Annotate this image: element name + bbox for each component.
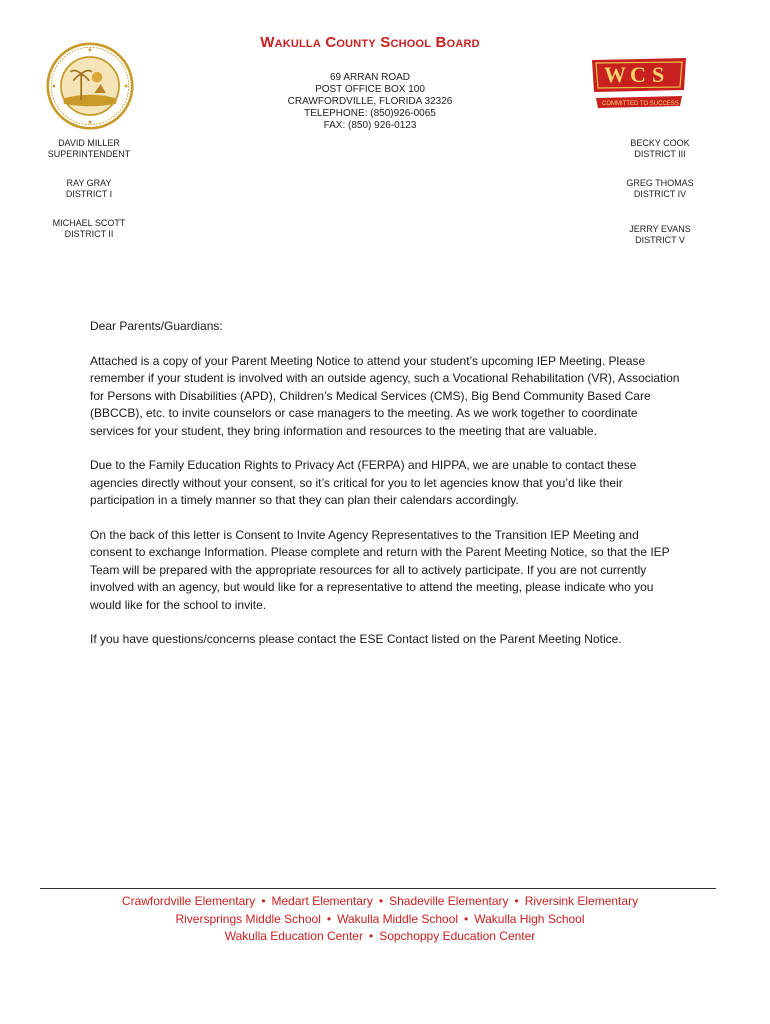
- letter-paragraph: Due to the Family Education Rights to Privacy Act (FERPA) and HIPPA, we are unable to contact these agencies directly without your consent, so it’s critical for you to let agencies know that you’d like their participation in a timely manner so that they can plan their calendars accordingly.: [90, 458, 637, 507]
- official-name: MICHAEL SCOTT: [52, 218, 126, 228]
- official-name: JERRY EVANS: [629, 224, 691, 234]
- letterhead-title: Wakulla County School Board: [260, 34, 480, 51]
- footer-line: [0, 928, 760, 946]
- official-role: DISTRICT I: [65, 189, 113, 199]
- bullet-separator: •: [464, 911, 469, 926]
- florida-state-seal-icon: [46, 42, 134, 130]
- official-name: RAY GRAY: [66, 178, 112, 188]
- address-line: CRAWFORDVILLE, FLORIDA 32326: [287, 96, 453, 107]
- bullet-separator: •: [368, 929, 374, 943]
- bullet-separator: •: [261, 894, 266, 908]
- address-line: TELEPHONE: (850)926-0065: [304, 108, 436, 119]
- official-entry: [610, 224, 710, 246]
- official-role: SUPERINTENDENT: [47, 149, 131, 159]
- address-line: 69 ARRAN ROAD: [329, 72, 411, 83]
- letter-paragraph: Attached is a copy of your Parent Meeting Notice to attend your student’s upcoming IEP Meeting. Please remember if your student is involved with an outside agency, such a Vocational Rehabilitation (VR), Association for Persons with Disabilities (APD), Children’s Medical Services (CMS), Big Bend Community Based Care (BBCCB), etc. to invite counselors or case managers to the meeting. As we work together to coordinate services for your student, they bring information and resources to the meeting that are valuable.: [90, 353, 680, 438]
- official-role: DISTRICT II: [64, 229, 114, 239]
- school-name: Sopchoppy Education Center: [379, 929, 536, 943]
- letter-body: [90, 318, 682, 666]
- school-name: Wakulla High School: [474, 911, 585, 926]
- svg-text:COMMITTED TO SUCCESS: COMMITTED TO SUCCESS: [602, 101, 679, 107]
- footer-line: [0, 893, 760, 911]
- bullet-separator: •: [326, 911, 332, 926]
- address-line: FAX: (850) 926-0123: [323, 120, 417, 131]
- bullet-separator: •: [378, 894, 384, 908]
- address-line: POST OFFICE BOX 100: [315, 84, 425, 95]
- school-name: Crawfordville Elementary: [121, 894, 256, 908]
- officials-left: [34, 138, 144, 240]
- footer-line: [0, 911, 760, 929]
- official-role: DISTRICT III: [634, 149, 686, 159]
- bullet-separator: •: [514, 894, 519, 908]
- official-role: DISTRICT V: [635, 235, 685, 245]
- official-entry: [610, 138, 710, 160]
- svg-text:W: W: [604, 62, 626, 87]
- school-name: Riversprings Middle School: [175, 911, 321, 926]
- official-entry: [34, 178, 144, 200]
- official-entry: [610, 178, 710, 200]
- school-name: Wakulla Middle School: [337, 911, 459, 926]
- salutation: Dear Parents/Guardians:: [90, 319, 223, 333]
- officials-right: [610, 138, 710, 246]
- official-entry: [34, 138, 144, 160]
- letter-paragraph: On the back of this letter is Consent to Invite Agency Representatives to the Transition IEP Meeting and consent to exchange Information. Please complete and return with the Parent Meeting Notice, so that the IEP Team will be prepared with the appropriate resources for all to actively participate. If you are not currently involved with an agency, but would like for a representative to attend the meeting, please indicate who you would like for the school to invite.: [90, 527, 670, 612]
- footer-divider: [40, 888, 716, 889]
- wcs-logo-icon: [590, 56, 690, 110]
- official-name: GREG THOMAS: [626, 178, 694, 188]
- school-name: Shadeville Elementary: [389, 894, 509, 908]
- school-name: Riversink Elementary: [524, 894, 639, 908]
- svg-text:C: C: [630, 62, 646, 87]
- official-name: BECKY COOK: [630, 138, 690, 148]
- footer-schools: [0, 893, 760, 946]
- official-role: DISTRICT IV: [633, 189, 687, 199]
- school-name: Wakulla Education Center: [224, 929, 363, 943]
- svg-text:S: S: [652, 62, 665, 87]
- official-name: DAVID MILLER: [58, 138, 120, 148]
- letter-paragraph: If you have questions/concerns please contact the ESE Contact listed on the Parent Meeting Notice.: [90, 632, 622, 646]
- school-name: Medart Elementary: [271, 894, 373, 908]
- official-entry: [34, 218, 144, 240]
